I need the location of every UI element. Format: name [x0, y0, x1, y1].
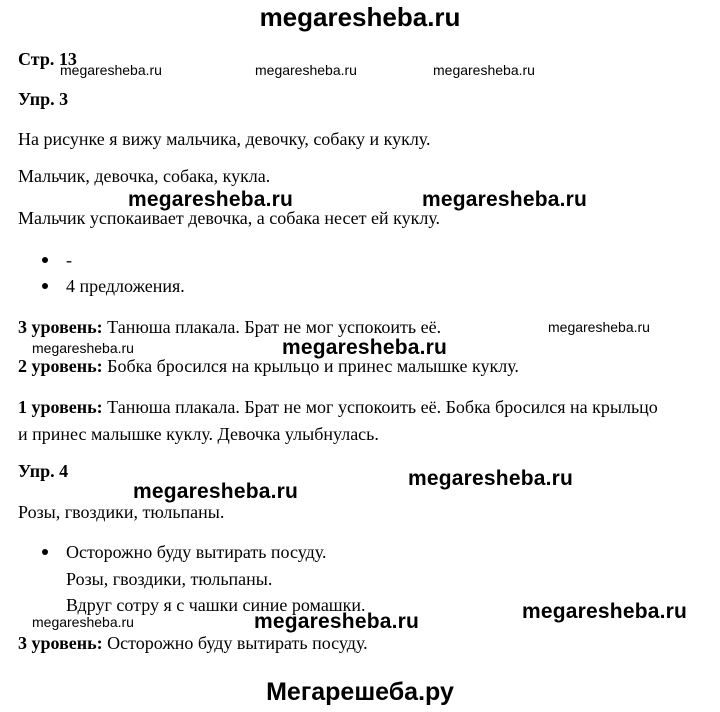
- bullet-icon: [42, 283, 48, 289]
- watermark: megaresheba.ru: [254, 610, 420, 633]
- exercise-3-level-3: [18, 316, 441, 338]
- watermark: megaresheba.ru: [133, 480, 299, 503]
- level-text: Бобка бросился на крыльцо и принес малышке куклу.: [102, 356, 519, 376]
- bullet-icon: [42, 257, 48, 263]
- watermark: megaresheba.ru: [408, 467, 574, 490]
- exercise-3-level-1-continuation: и принес малышке куклу. Девочка улыбнулась.: [18, 424, 379, 444]
- page-label: Стр. 13: [18, 49, 77, 69]
- exercise-4-title: Упр. 4: [18, 461, 69, 481]
- exercise-3-level-2: [18, 355, 519, 377]
- watermark: megaresheba.ru: [32, 614, 134, 630]
- exercise-3-paragraph-3: Мальчик успокаивает девочка, а собака несет ей куклу.: [18, 208, 441, 228]
- watermark: megaresheba.ru: [128, 188, 294, 211]
- list-item-continuation: Розы, гвоздики, тюльпаны.: [66, 569, 273, 589]
- exercise-3-paragraph-2: Мальчик, девочка, собака, кукла.: [18, 166, 271, 186]
- bullet-icon: [42, 549, 48, 555]
- watermark: megaresheba.ru: [433, 62, 535, 78]
- exercise-4-level-3: [18, 632, 368, 654]
- list-item: Осторожно буду вытирать посуду.: [66, 542, 327, 562]
- level-label: 1 уровень:: [18, 397, 103, 417]
- exercise-3-level-1: [18, 396, 658, 418]
- exercise-4-paragraph-1: Розы, гвоздики, тюльпаны.: [18, 502, 225, 522]
- level-text: Танюша плакала. Брат не мог успокоить её. Бобка бросился на крыльцо: [102, 397, 658, 417]
- level-label: 3 уровень:: [18, 317, 103, 337]
- level-label: 3 уровень:: [18, 633, 103, 653]
- level-label: 2 уровень:: [18, 356, 103, 376]
- list-item: -: [66, 250, 72, 270]
- watermark: megaresheba.ru: [282, 336, 448, 359]
- watermark: megaresheba.ru: [32, 340, 134, 356]
- watermark: megaresheba.ru: [422, 188, 588, 211]
- watermark: megaresheba.ru: [548, 319, 650, 335]
- exercise-3-title: Упр. 3: [18, 89, 69, 109]
- site-header-title: megaresheba.ru: [259, 2, 461, 32]
- watermark: megaresheba.ru: [522, 600, 688, 623]
- level-text: Осторожно буду вытирать посуду.: [102, 633, 368, 653]
- list-item: 4 предложения.: [66, 276, 185, 296]
- watermark: megaresheba.ru: [255, 62, 357, 78]
- site-footer-title: Мегарешеба.ру: [266, 678, 454, 706]
- exercise-3-paragraph-1: На рисунке я вижу мальчика, девочку, собаку и куклу.: [18, 129, 431, 149]
- watermark: megaresheba.ru: [60, 62, 162, 78]
- level-text: Танюша плакала. Брат не мог успокоить её.: [102, 317, 442, 337]
- list-item-continuation: Вдруг сотру я с чашки синие ромашки.: [66, 595, 366, 615]
